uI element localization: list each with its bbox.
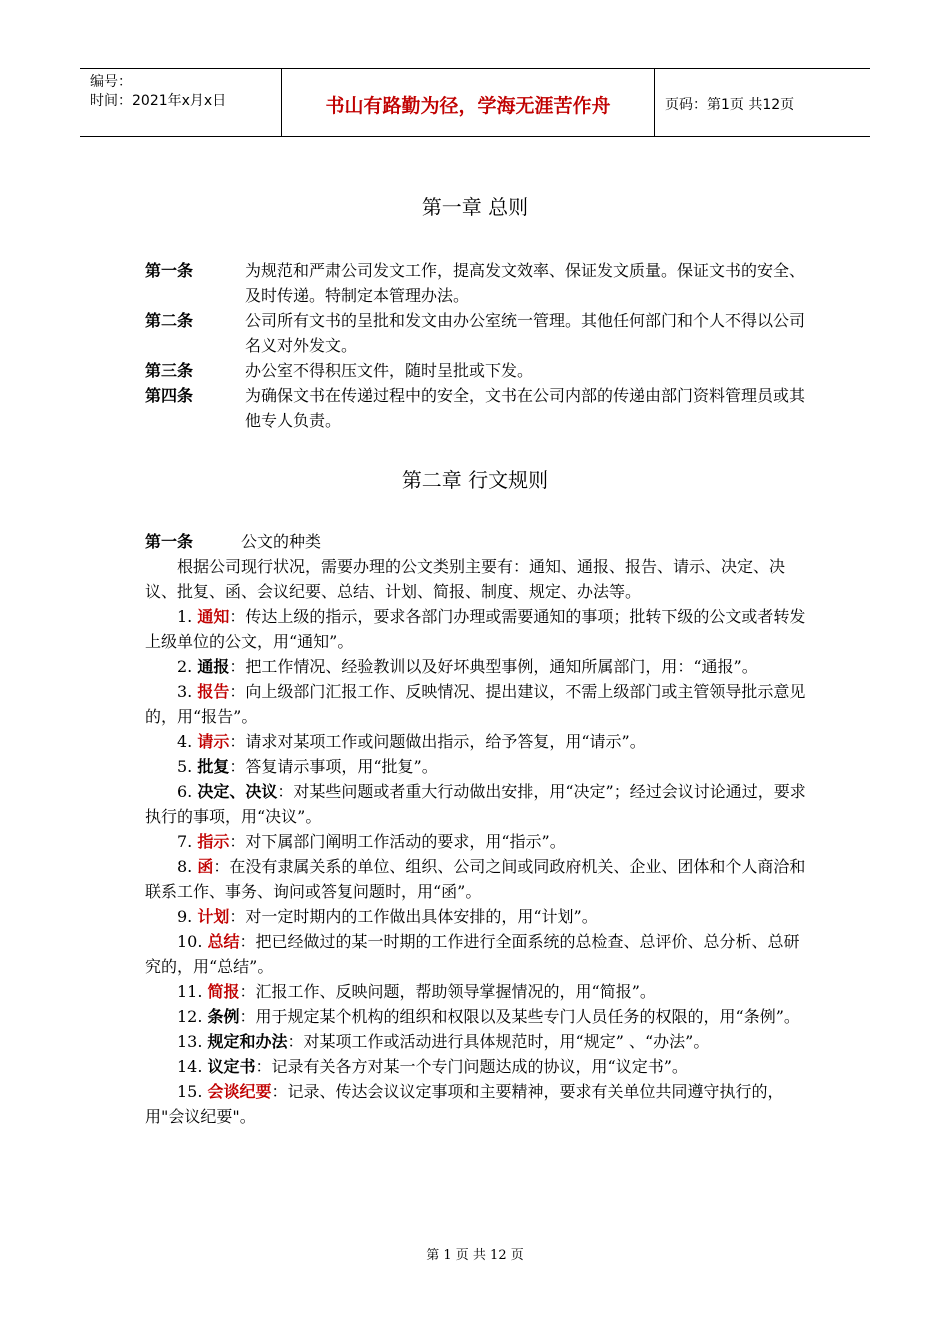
number-label: 编号： bbox=[90, 74, 132, 90]
item-text: ：向上级部门汇报工作、反映情况、提出建议，不需上级部门或主管领导批示意见的，用“报告”。 bbox=[145, 682, 806, 726]
item-number: 8. bbox=[177, 857, 198, 876]
item-number: 4. bbox=[177, 732, 198, 751]
item-number: 14. bbox=[177, 1057, 208, 1076]
item-keyword: 条例 bbox=[207, 1007, 240, 1026]
time-label: 时间：2021年x月x日 bbox=[90, 93, 227, 109]
article-label: 第三条 bbox=[145, 361, 194, 380]
intro-paragraph: 根据公司现行状况，需要办理的公文类别主要有：通知、通报、报告、请示、决定、决议、批复、函、会议纪要、总结、计划、简报、制度、规定、办法等。 bbox=[145, 557, 786, 601]
item-text: ：把已经做过的某一时期的工作进行全面系统的总检查、总评价、总分析、总研究的，用“总结”。 bbox=[145, 932, 800, 976]
header-page-info: 页码：第1页 共12页 bbox=[665, 96, 795, 113]
item-text: ：记录、传达会议议定事项和主要精神，要求有关单位共同遵守执行的，用"会议纪要"。 bbox=[145, 1082, 784, 1126]
list-item bbox=[145, 604, 810, 654]
item-keyword: 报告 bbox=[197, 682, 230, 701]
article-label: 第一条 bbox=[145, 532, 194, 551]
list-item bbox=[145, 729, 810, 754]
list-item bbox=[145, 1004, 810, 1029]
item-keyword: 批复 bbox=[197, 757, 230, 776]
item-text: ：传达上级的指示，要求各部门办理或需要通知的事项；批转下级的公文或者转发上级单位的公文，用“通知”。 bbox=[145, 607, 806, 651]
article-text: 公司所有文书的呈批和发文由办公室统一管理。其他任何部门和个人不得以公司名义对外发文。 bbox=[245, 311, 806, 355]
list-item bbox=[145, 1079, 810, 1129]
article-text: 办公室不得积压文件，随时呈批或下发。 bbox=[245, 361, 534, 380]
chapter-2-title: 第二章 行文规则 bbox=[401, 468, 549, 492]
chapter-1-title: 第一章 总则 bbox=[421, 195, 529, 219]
item-number: 3. bbox=[177, 682, 198, 701]
list-item bbox=[145, 904, 810, 929]
item-keyword: 通知 bbox=[197, 607, 230, 626]
list-item bbox=[145, 979, 810, 1004]
item-keyword: 函 bbox=[197, 857, 214, 876]
list-item bbox=[145, 829, 810, 854]
item-text: ：请求对某项工作或问题做出指示，给予答复，用“请示”。 bbox=[229, 732, 646, 751]
item-keyword: 简报 bbox=[207, 982, 240, 1001]
item-number: 13. bbox=[177, 1032, 208, 1051]
list-item bbox=[145, 1054, 810, 1079]
page-footer: 第 1 页 共 12 页 bbox=[426, 1248, 524, 1263]
item-text: ：对某些问题或者重大行动做出安排，用“决定”；经过会议讨论通过，要求执行的事项，用“决议”。 bbox=[145, 782, 806, 826]
list-item bbox=[145, 1029, 810, 1054]
header-motto: 书山有路勤为径，学海无涯苦作舟 bbox=[282, 69, 655, 136]
article-1 bbox=[145, 258, 810, 308]
item-number: 2. bbox=[177, 657, 198, 676]
list-item bbox=[145, 929, 810, 979]
article-2 bbox=[145, 308, 810, 358]
article-4 bbox=[145, 383, 810, 433]
item-keyword: 通报 bbox=[197, 657, 230, 676]
article-label: 第一条 bbox=[145, 261, 194, 280]
item-number: 9. bbox=[177, 907, 198, 926]
article-3 bbox=[145, 358, 810, 383]
item-keyword: 计划 bbox=[197, 907, 230, 926]
item-keyword: 议定书 bbox=[207, 1057, 256, 1076]
item-keyword: 请示 bbox=[197, 732, 230, 751]
header-meta bbox=[80, 69, 282, 136]
item-text: ：把工作情况、经验教训以及好坏典型事例，通知所属部门，用：“通报”。 bbox=[229, 657, 758, 676]
item-keyword: 规定和办法 bbox=[207, 1032, 288, 1051]
item-number: 6. bbox=[177, 782, 198, 801]
article-text: 为确保文书在传递过程中的安全，文书在公司内部的传递由部门资料管理员或其他专人负责。 bbox=[245, 386, 806, 430]
item-number: 10. bbox=[177, 932, 208, 951]
item-text: ：对一定时期内的工作做出具体安排的，用“计划”。 bbox=[229, 907, 598, 926]
item-text: ：对下属部门阐明工作活动的要求，用“指示”。 bbox=[229, 832, 566, 851]
item-keyword: 会谈纪要 bbox=[207, 1082, 272, 1101]
list-item bbox=[145, 779, 810, 829]
article-title: 公文的种类 bbox=[241, 532, 322, 551]
item-number: 11. bbox=[177, 982, 208, 1001]
chapter-2-body bbox=[145, 529, 810, 1129]
item-keyword: 指示 bbox=[197, 832, 230, 851]
item-number: 15. bbox=[177, 1082, 208, 1101]
list-item bbox=[145, 854, 810, 904]
list-item bbox=[145, 754, 810, 779]
chapter-2-article-1 bbox=[145, 529, 810, 554]
article-label: 第四条 bbox=[145, 386, 194, 405]
item-keyword: 总结 bbox=[207, 932, 240, 951]
list-item bbox=[145, 679, 810, 729]
item-number: 1. bbox=[177, 607, 198, 626]
item-text: ：对某项工作或活动进行具体规范时，用“规定” 、“办法”。 bbox=[287, 1032, 710, 1051]
item-text: ：用于规定某个机构的组织和权限以及某些专门人员任务的权限的，用“条例”。 bbox=[239, 1007, 800, 1026]
document-type-list bbox=[145, 604, 810, 1129]
item-text: ：记录有关各方对某一个专门问题达成的协议，用“议定书”。 bbox=[255, 1057, 688, 1076]
item-text: ：在没有隶属关系的单位、组织、公司之间或同政府机关、企业、团体和个人商洽和联系工作、事务、询问或答复问题时，用“函”。 bbox=[145, 857, 806, 901]
header-table bbox=[80, 68, 870, 137]
item-number: 5. bbox=[177, 757, 198, 776]
article-text: 为规范和严肃公司发文工作，提高发文效率、保证发文质量。保证文书的安全、及时传递。特制定本管理办法。 bbox=[245, 261, 806, 305]
item-keyword: 决定、决议 bbox=[197, 782, 278, 801]
list-item bbox=[145, 654, 810, 679]
item-number: 12. bbox=[177, 1007, 208, 1026]
article-label: 第二条 bbox=[145, 311, 194, 330]
item-text: ：汇报工作、反映问题，帮助领导掌握情况的，用“简报”。 bbox=[239, 982, 656, 1001]
item-text: ：答复请示事项，用“批复”。 bbox=[229, 757, 438, 776]
item-number: 7. bbox=[177, 832, 198, 851]
